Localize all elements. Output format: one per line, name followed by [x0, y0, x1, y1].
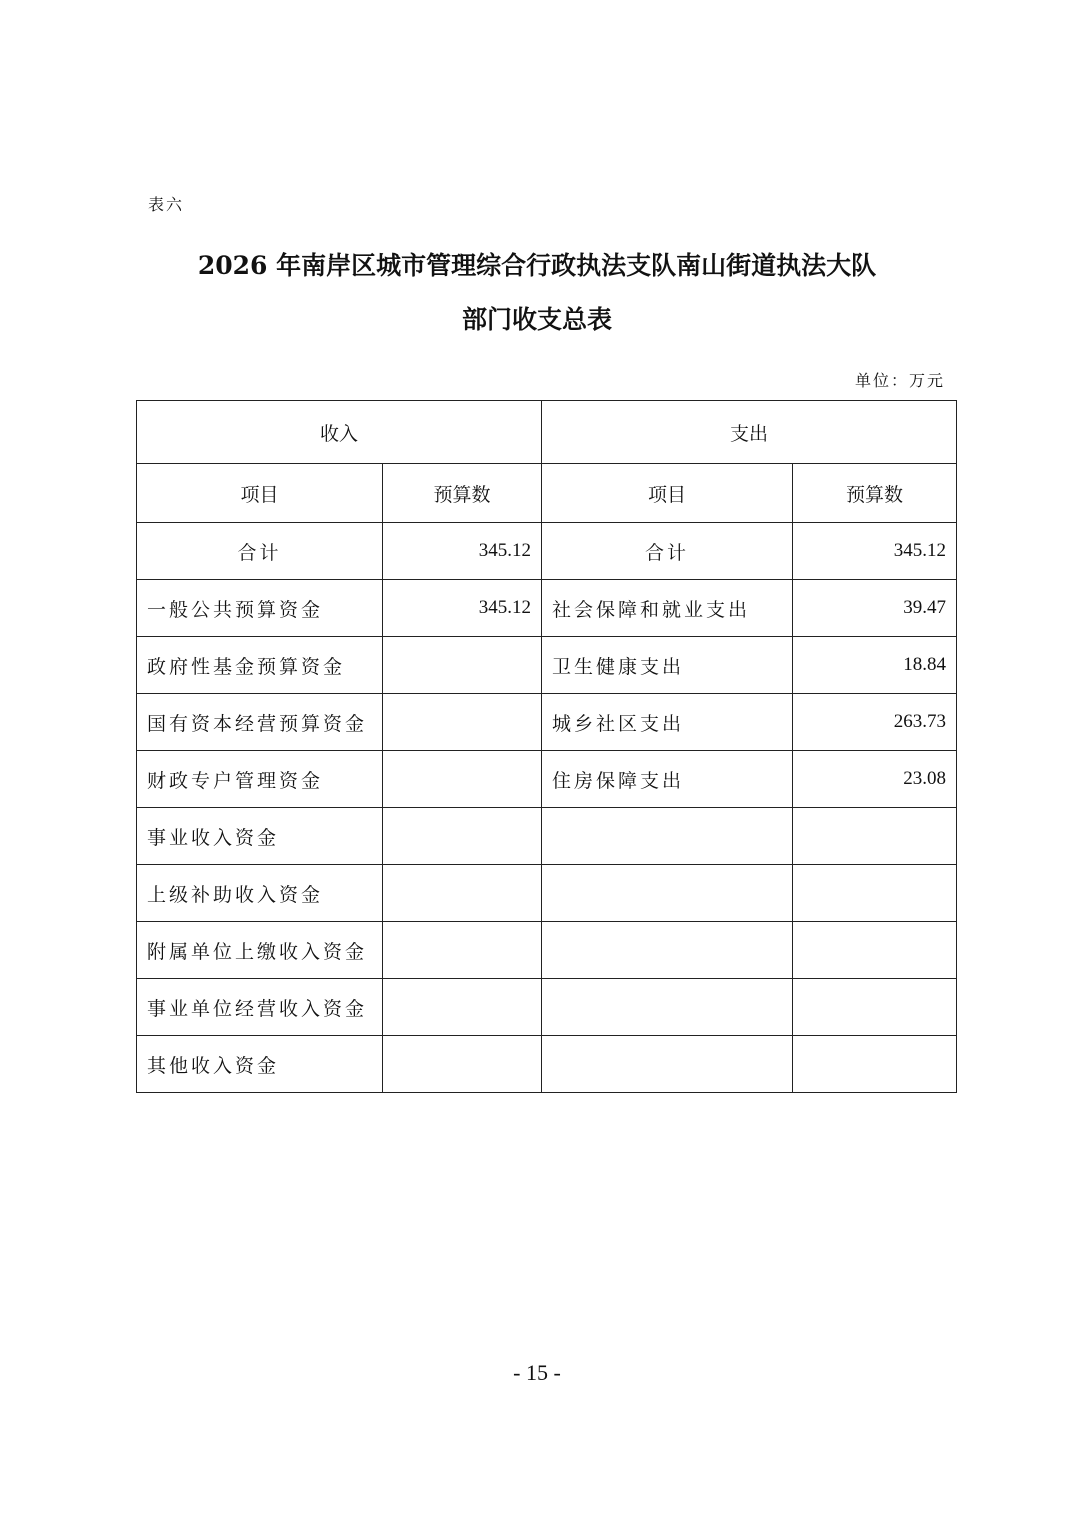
expense-item-cell — [542, 922, 793, 979]
income-value-cell — [383, 1036, 542, 1093]
expense-value-cell: 18.84 — [793, 637, 957, 694]
income-total-value: 345.12 — [383, 523, 542, 580]
income-item-cell: 财政专户管理资金 — [137, 751, 383, 808]
income-item-cell: 其他收入资金 — [137, 1036, 383, 1093]
table-row — [137, 637, 957, 694]
expense-item-cell: 住房保障支出 — [542, 751, 793, 808]
expense-value-cell — [793, 1036, 957, 1093]
table-row — [137, 1036, 957, 1093]
expense-item-cell — [542, 865, 793, 922]
expense-value-cell: 23.08 — [793, 751, 957, 808]
expense-item-cell: 城乡社区支出 — [542, 694, 793, 751]
income-value-cell — [383, 637, 542, 694]
page-number: - 15 - — [513, 1360, 561, 1385]
expense-value-cell: 263.73 — [793, 694, 957, 751]
income-value-cell: 345.12 — [383, 580, 542, 637]
income-item-cell: 事业单位经营收入资金 — [137, 979, 383, 1036]
table-row — [137, 580, 957, 637]
income-total-label: 合计 — [137, 523, 383, 580]
expense-total-value: 345.12 — [793, 523, 957, 580]
income-value-cell — [383, 979, 542, 1036]
expense-item-cell: 卫生健康支出 — [542, 637, 793, 694]
income-item-header: 项目 — [137, 464, 383, 523]
expense-budget-header: 预算数 — [793, 464, 957, 523]
income-item-cell: 上级补助收入资金 — [137, 865, 383, 922]
expense-value-cell — [793, 808, 957, 865]
income-item-cell: 国有资本经营预算资金 — [137, 694, 383, 751]
expense-item-cell — [542, 808, 793, 865]
expense-value-cell — [793, 979, 957, 1036]
page-title: 2026 年南岸区城市管理综合行政执法支队南山街道执法大队 — [197, 251, 877, 280]
expense-header: 支出 — [542, 401, 957, 464]
table-row — [137, 751, 957, 808]
income-value-cell — [383, 865, 542, 922]
income-budget-header: 预算数 — [383, 464, 542, 523]
income-header: 收入 — [137, 401, 542, 464]
income-value-cell — [383, 922, 542, 979]
income-item-cell: 事业收入资金 — [137, 808, 383, 865]
expense-value-cell — [793, 865, 957, 922]
income-value-cell — [383, 694, 542, 751]
group-header-row — [137, 401, 957, 464]
expense-value-cell — [793, 922, 957, 979]
budget-table — [136, 400, 957, 1093]
unit-label: 单位：万元 — [854, 371, 945, 390]
table-row — [137, 808, 957, 865]
income-value-cell — [383, 751, 542, 808]
expense-item-cell: 社会保障和就业支出 — [542, 580, 793, 637]
expense-total-label: 合计 — [542, 523, 793, 580]
expense-item-header: 项目 — [542, 464, 793, 523]
total-row — [137, 523, 957, 580]
column-header-row — [137, 464, 957, 523]
income-item-cell: 附属单位上缴收入资金 — [137, 922, 383, 979]
table-row — [137, 865, 957, 922]
expense-value-cell: 39.47 — [793, 580, 957, 637]
income-item-cell: 一般公共预算资金 — [137, 580, 383, 637]
expense-item-cell — [542, 979, 793, 1036]
income-value-cell — [383, 808, 542, 865]
table-row — [137, 922, 957, 979]
table-row — [137, 694, 957, 751]
page-subtitle: 部门收支总表 — [461, 305, 612, 334]
expense-item-cell — [542, 1036, 793, 1093]
income-item-cell: 政府性基金预算资金 — [137, 637, 383, 694]
table-row — [137, 979, 957, 1036]
table-label: 表六 — [148, 195, 185, 214]
